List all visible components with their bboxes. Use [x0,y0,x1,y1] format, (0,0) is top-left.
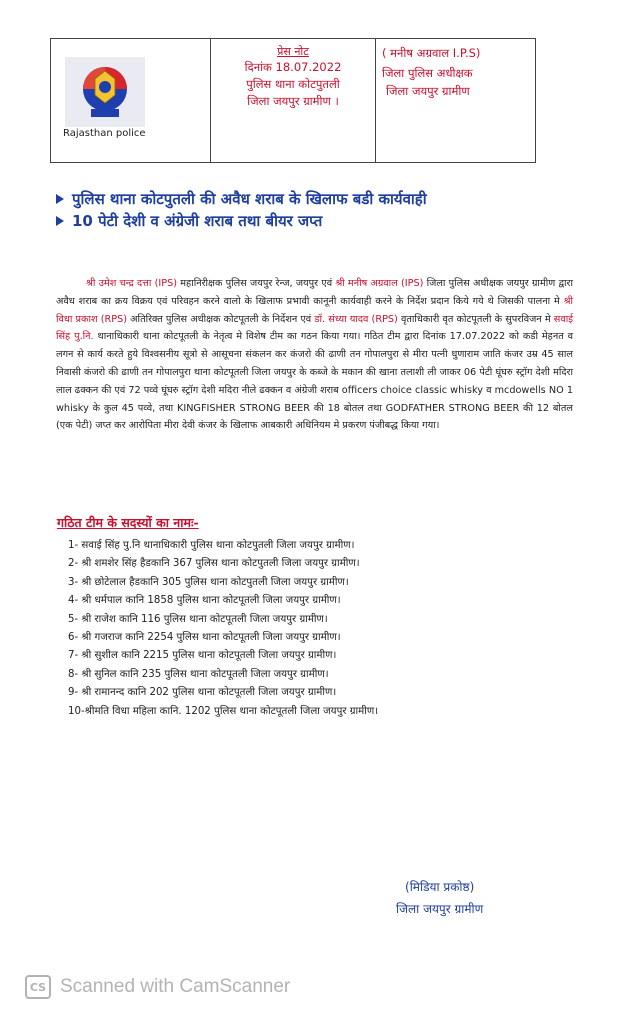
team-heading: गठित टीम के सदस्यों का नामः- [57,515,199,530]
body-text: अतिरिक्त पुलिस अधीक्षक कोटपूतली के निर्देशन एवं [127,313,315,325]
body-text: जिला पुलिस अधीक्षक जयपुर ग्रामीण द्वारा अवैध शराब का क्रय विक्रय एवं परिवहन करने वालो के खिलाफ प्रभावी कानूनी कार्यवाही करने के निर्देश प्रदान किये गये थे जिसकी पालना मे [56,278,574,307]
headlines [56,188,427,232]
body-text: थानाधिकारी थाना कोटपूतली के नेतृत्व मे विशेष टीम का गठन किया गया। गठित टीम द्वारा दिनांक 17.07.2022 को कडी मेहनत व लगन से कार्य करते हुये विश्वसनीय सूत्रो से आसूचना संकलन कर कंजरो की ढाणी तन गोपालपुरा से मीरा पत्नी धुणाराम जाति कंजर उम्र 45 साल निवासी कंजरो की ढाणी तन गोपालपुरा थाना कोटपूतली जिला जयपुर के कब्जे के मकान की खाना तलाशी ली जाकर 06 पेटी घूंघरु स्ट्रॉग देशी मदिरा लाल ढक्कन की एवं 72 पव्वे घूंघरु स्ट्रॉग देशी मदिरा नीले ढक्कन व अंग्रेजी शराब officers choice classic whisky व mcdowells NO 1 whisky के कुल 45 पव्वे, तथा KINGFISHER STRONG BEER की 18 बोतल तथा GODFATHER STRONG BEER की 12 बोतल (एक पेटी) जप्त कर आरोपिता मीरा देवी कंजर के खिलाफ आबकारी अधिनियम मे प्रकरण पंजीबद्ध किया गया। [56,331,573,432]
press-note-header [50,38,536,163]
press-station: पुलिस थाना कोटपुतली [246,77,340,91]
signature-line-1: (मिडिया प्रकोष्ठ) [405,880,475,894]
officer-name: ( मनीष अग्रवाल I.P.S) [382,46,481,60]
officer-cell [376,39,535,162]
list-item: 1- सवाई सिंह पु.नि थानाधिकारी पुलिस थाना कोटपुतली जिला जयपुर ग्रामीण। [68,540,355,551]
logo-cell [51,39,211,162]
watermark-text: Scanned with CamScanner [60,976,291,997]
list-item: 10-श्रीमति विधा महिला कानि. 1202 पुलिस थाना कोटपूतली जिला जयपुर ग्रामीण। [68,705,379,717]
camscanner-watermark [25,975,290,999]
bullet-triangle-icon [56,216,64,226]
team-list [68,537,378,721]
logo-caption: Rajasthan police [63,128,146,139]
headline-2 [56,210,427,232]
officer-district: जिला जयपुर ग्रामीण [386,84,470,98]
officer-designation: जिला पुलिस अधीक्षक [382,66,473,80]
list-item: 2- श्री शमशेर सिंह हैडकानि 367 पुलिस थाना कोटपुतली जिला जयपुर ग्रामीण। [68,558,360,570]
signature-block [396,876,483,920]
press-note-label: प्रेस नोट [277,45,309,58]
headline-1 [56,188,427,210]
signature-line-2: जिला जयपुर ग्रामीण [396,902,484,916]
rajasthan-police-logo [65,57,145,127]
bullet-triangle-icon [56,194,64,204]
press-date: दिनांक 18.07.2022 [244,60,342,74]
press-district: जिला जयपुर ग्रामीण । [247,94,339,108]
body-text: वृताधिकारी वृत कोटपूतली के सुपरविजन मे [397,313,554,325]
body-paragraph [56,275,573,435]
official-name: श्री मनीष अग्रवाल (IPS) [335,278,424,289]
official-name: श्री उमेश चन्द्र दत्ता (IPS) [86,278,178,289]
official-name: श्री विधा प्रकाश (RPS) [56,295,573,325]
headline-text: 10 पेटी देशी व अंग्रेजी शराब तथा बीयर जप्त [72,212,323,230]
official-name: डॉ. संध्या यादव (RPS) [314,313,398,325]
headline-text: पुलिस थाना कोटपुतली की अवैध शराब के खिलाफ बडी कार्यवाही [72,190,427,208]
official-name: सवाई सिंह पु.नि. [56,313,573,343]
list-item: 9- श्री रामानन्द कानि 202 पुलिस थाना कोटपूतली जिला जयपुर ग्रामीण। [68,687,337,699]
list-item: 8- श्री सुनिल कानि 235 पुलिस थाना कोटपूतली जिला जयपुर ग्रामीण। [68,668,329,680]
body-text: महानिरीक्षक पुलिस जयपुर रेन्ज, जयपुर एवं [177,278,336,289]
list-item: 4- श्री धर्मपाल कानि 1858 पुलिस थाना कोटपूतली जिला जयपुर ग्रामीण। [68,595,341,607]
list-item: 5- श्री राजेश कानि 116 पुलिस थाना कोटपूतली जिला जयपुर ग्रामीण। [68,613,328,625]
list-item: 6- श्री गजराज कानि 2254 पुलिस थाना कोटपूतली जिला जयपुर ग्रामीण। [68,631,341,643]
date-cell [211,39,376,162]
list-item: 7- श्री सुशील कानि 2215 पुलिस थाना कोटपूतली जिला जयपुर ग्रामीण। [68,650,337,662]
list-item: 3- श्री छोटेलाल हैडकानि 305 पुलिस थाना कोटपुतली जिला जयपुर ग्रामीण। [68,576,349,588]
camscanner-logo-icon: CS [25,975,51,999]
